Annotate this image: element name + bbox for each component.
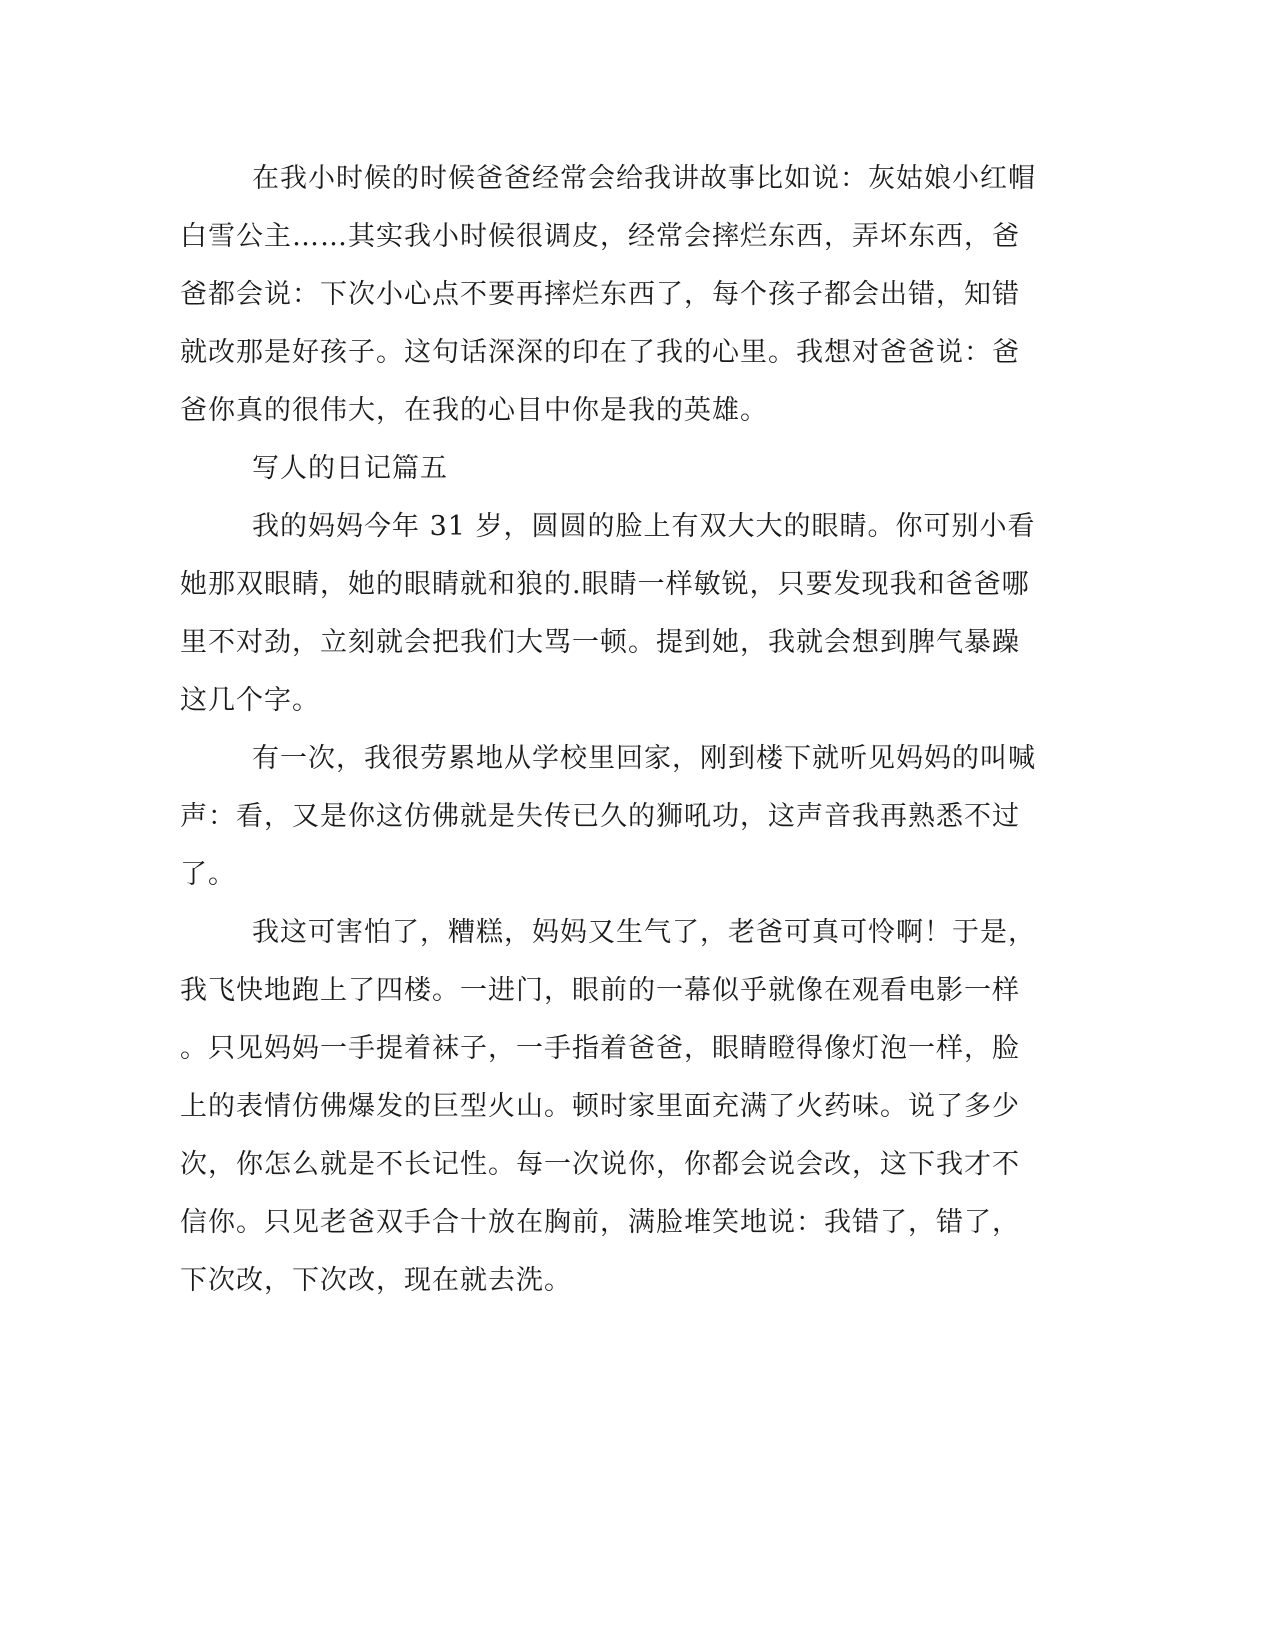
text-line: 我这可害怕了，糟糕，妈妈又生气了，老爸可真可怜啊！于是，: [252, 917, 1036, 948]
text-line: 声：看，又是你这仿佛就是失传已久的狮吼功，这声音我再熟悉不过: [180, 801, 1020, 832]
section-heading: [180, 440, 1030, 498]
text-line: 爸你真的很伟大，在我的心目中你是我的英雄。: [180, 395, 768, 426]
text-line: 这几个字。: [180, 685, 320, 716]
heading-text: 写人的日记篇五: [252, 453, 448, 484]
text-line: 有一次，我很劳累地从学校里回家，刚到楼下就听见妈妈的叫喊: [252, 743, 1036, 774]
text-line: 她那双眼睛，她的眼睛就和狼的.眼睛一样敏锐，只要发现我和爸爸哪: [180, 569, 1030, 600]
paragraph: [180, 730, 1036, 904]
text-line: 我的妈妈今年 31 岁，圆圆的脸上有双大大的眼睛。你可别小看: [252, 511, 1036, 542]
text-line: 。只见妈妈一手提着袜子，一手指着爸爸，眼睛瞪得像灯泡一样，脸: [180, 1033, 1020, 1064]
text-line: 在我小时候的时候爸爸经常会给我讲故事比如说：灰姑娘小红帽: [252, 163, 1036, 194]
text-line: 下次改，下次改，现在就去洗。: [180, 1265, 572, 1296]
text-line: 次，你怎么就是不长记性。每一次说你，你都会说会改，这下我才不: [180, 1149, 1020, 1180]
text-line: 爸都会说：下次小心点不要再摔烂东西了，每个孩子都会出错，知错: [180, 279, 1020, 310]
paragraph: [180, 904, 1036, 1310]
text-line: 里不对劲，立刻就会把我们大骂一顿。提到她，我就会想到脾气暴躁: [180, 627, 1020, 658]
text-line: 白雪公主……其实我小时候很调皮，经常会摔烂东西，弄坏东西，爸: [180, 221, 1020, 252]
text-line: 信你。只见老爸双手合十放在胸前，满脸堆笑地说：我错了，错了，: [180, 1207, 1020, 1238]
paragraph: [180, 498, 1036, 730]
text-line: 了。: [180, 859, 236, 890]
text-line: 我飞快地跑上了四楼。一进门，眼前的一幕似乎就像在观看电影一样: [180, 975, 1020, 1006]
document-page: [180, 150, 1036, 1310]
paragraph: [180, 150, 1036, 440]
text-line: 就改那是好孩子。这句话深深的印在了我的心里。我想对爸爸说：爸: [180, 337, 1020, 368]
text-line: 上的表情仿佛爆发的巨型火山。顿时家里面充满了火药味。说了多少: [180, 1091, 1020, 1122]
